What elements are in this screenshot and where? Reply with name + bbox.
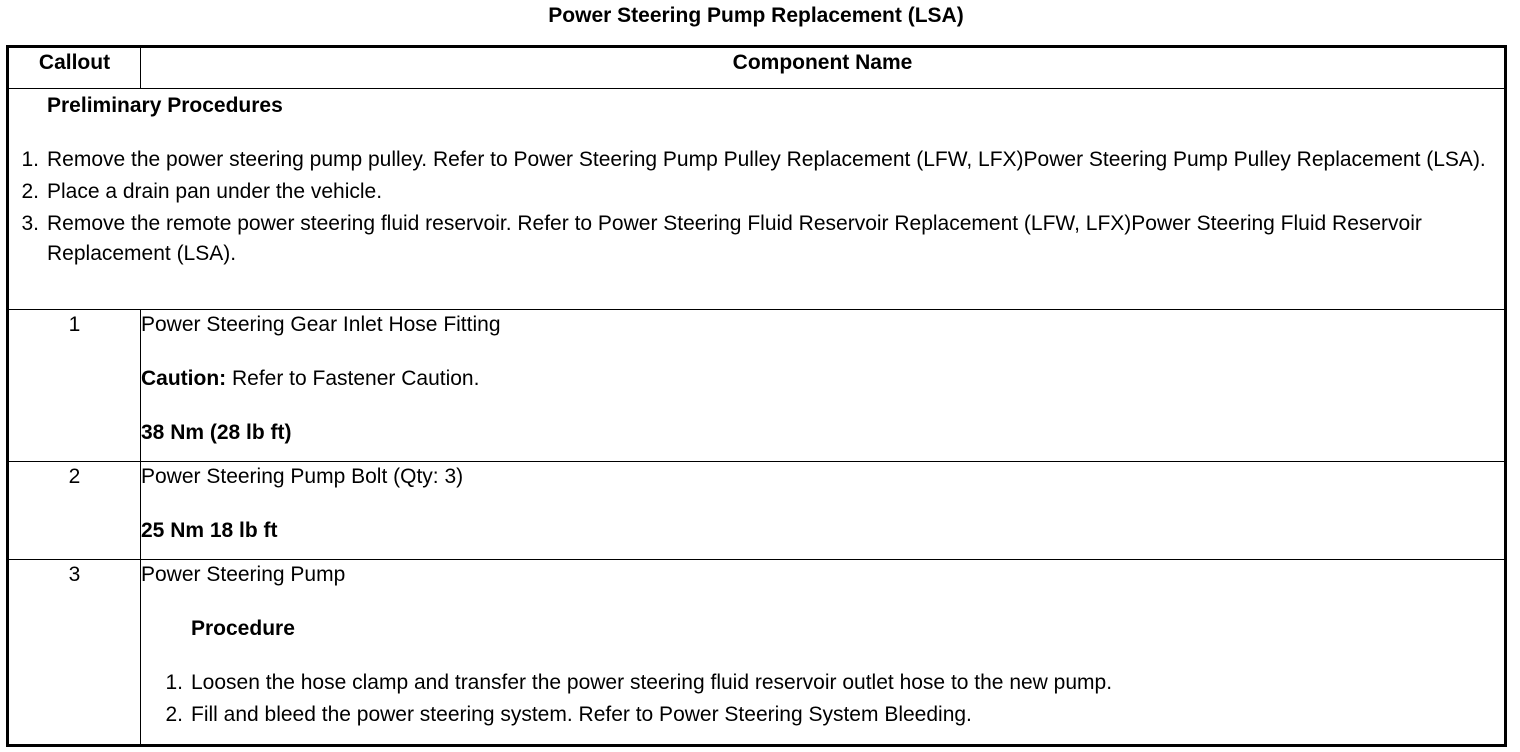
table-header-row	[8, 47, 1506, 89]
torque-spec: 25 Nm 18 lb ft	[141, 519, 278, 542]
component-name: Power Steering Pump Bolt (Qty: 3)	[141, 465, 464, 488]
table-row	[8, 560, 1506, 746]
table-row	[8, 462, 1506, 560]
callout-column-header: Callout	[8, 47, 141, 89]
procedure-step: Loosen the hose clamp and transfer the power steering fluid reservoir outlet hose to the new pump.	[191, 671, 1113, 694]
component-cell	[141, 560, 1506, 746]
procedure-steps-list	[141, 668, 1504, 730]
callout-number: 3	[8, 560, 141, 746]
caution-note	[141, 364, 1504, 394]
preliminary-cell	[8, 89, 1506, 310]
preliminary-heading: Preliminary Procedures	[47, 94, 283, 117]
procedure-table	[6, 45, 1507, 747]
preliminary-steps-list	[9, 145, 1504, 269]
component-cell	[141, 310, 1506, 462]
procedure-step: Fill and bleed the power steering system. Refer to Power Steering System Bleeding.	[191, 703, 972, 726]
component-name: Power Steering Gear Inlet Hose Fitting	[141, 313, 501, 336]
table-row	[8, 310, 1506, 462]
component-name: Power Steering Pump	[141, 563, 346, 586]
callout-number: 1	[8, 310, 141, 462]
preliminary-step: Place a drain pan under the vehicle.	[47, 180, 383, 203]
torque-spec: 38 Nm (28 lb ft)	[141, 421, 292, 444]
page-title: Power Steering Pump Replacement (LSA)	[548, 4, 964, 27]
preliminary-step: Remove the remote power steering fluid reservoir. Refer to Power Steering Fluid Reservoir Replacement (LFW, LFX)Power Steering Fluid Reservoir Replacement (LSA).	[47, 212, 1422, 265]
preliminary-step: Remove the power steering pump pulley. Refer to Power Steering Pump Pulley Replacement (LFW, LFX)Power Steering Pump Pulley Replacement (LSA).	[47, 148, 1486, 171]
preliminary-row	[8, 89, 1506, 310]
procedure-heading: Procedure	[191, 617, 295, 640]
component-column-header: Component Name	[141, 47, 1506, 89]
callout-number: 2	[8, 462, 141, 560]
component-cell	[141, 462, 1506, 560]
caution-label: Caution:	[141, 367, 227, 390]
caution-text: Refer to Fastener Caution.	[226, 367, 480, 390]
